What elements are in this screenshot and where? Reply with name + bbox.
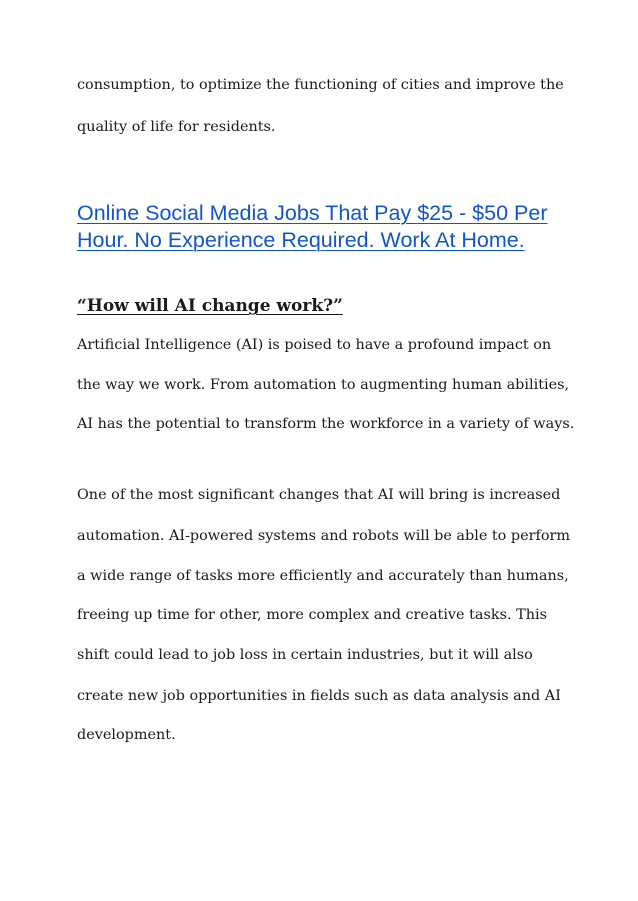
- job-ad-link[interactable]: Online Social Media Jobs That Pay $25 - $50 Per: [77, 201, 548, 225]
- paragraph-line: create new job opportunities in fields such as data analysis and AI: [77, 688, 561, 704]
- paragraph-line: the way we work. From automation to augmenting human abilities,: [77, 377, 570, 393]
- job-ad-link[interactable]: Hour. No Experience Required. Work At Home.: [77, 228, 525, 252]
- paragraph-line: freeing up time for other, more complex and creative tasks. This: [77, 607, 547, 623]
- section-heading: “How will AI change work?”: [77, 296, 343, 316]
- paragraph-line: Artificial Intelligence (AI) is poised to have a profound impact on: [77, 337, 552, 353]
- paragraph-line: automation. AI-powered systems and robots will be able to perform: [77, 528, 571, 544]
- paragraph-line: One of the most significant changes that AI will bring is increased: [77, 487, 561, 503]
- intro-line: consumption, to optimize the functioning of cities and improve the: [77, 77, 564, 93]
- paragraph-line: shift could lead to job loss in certain industries, but it will also: [77, 647, 533, 663]
- intro-line: quality of life for residents.: [77, 119, 276, 135]
- paragraph-line: a wide range of tasks more efficiently and accurately than humans,: [77, 568, 569, 584]
- paragraph-line: AI has the potential to transform the workforce in a variety of ways.: [77, 416, 575, 432]
- paragraph-line: development.: [77, 727, 176, 743]
